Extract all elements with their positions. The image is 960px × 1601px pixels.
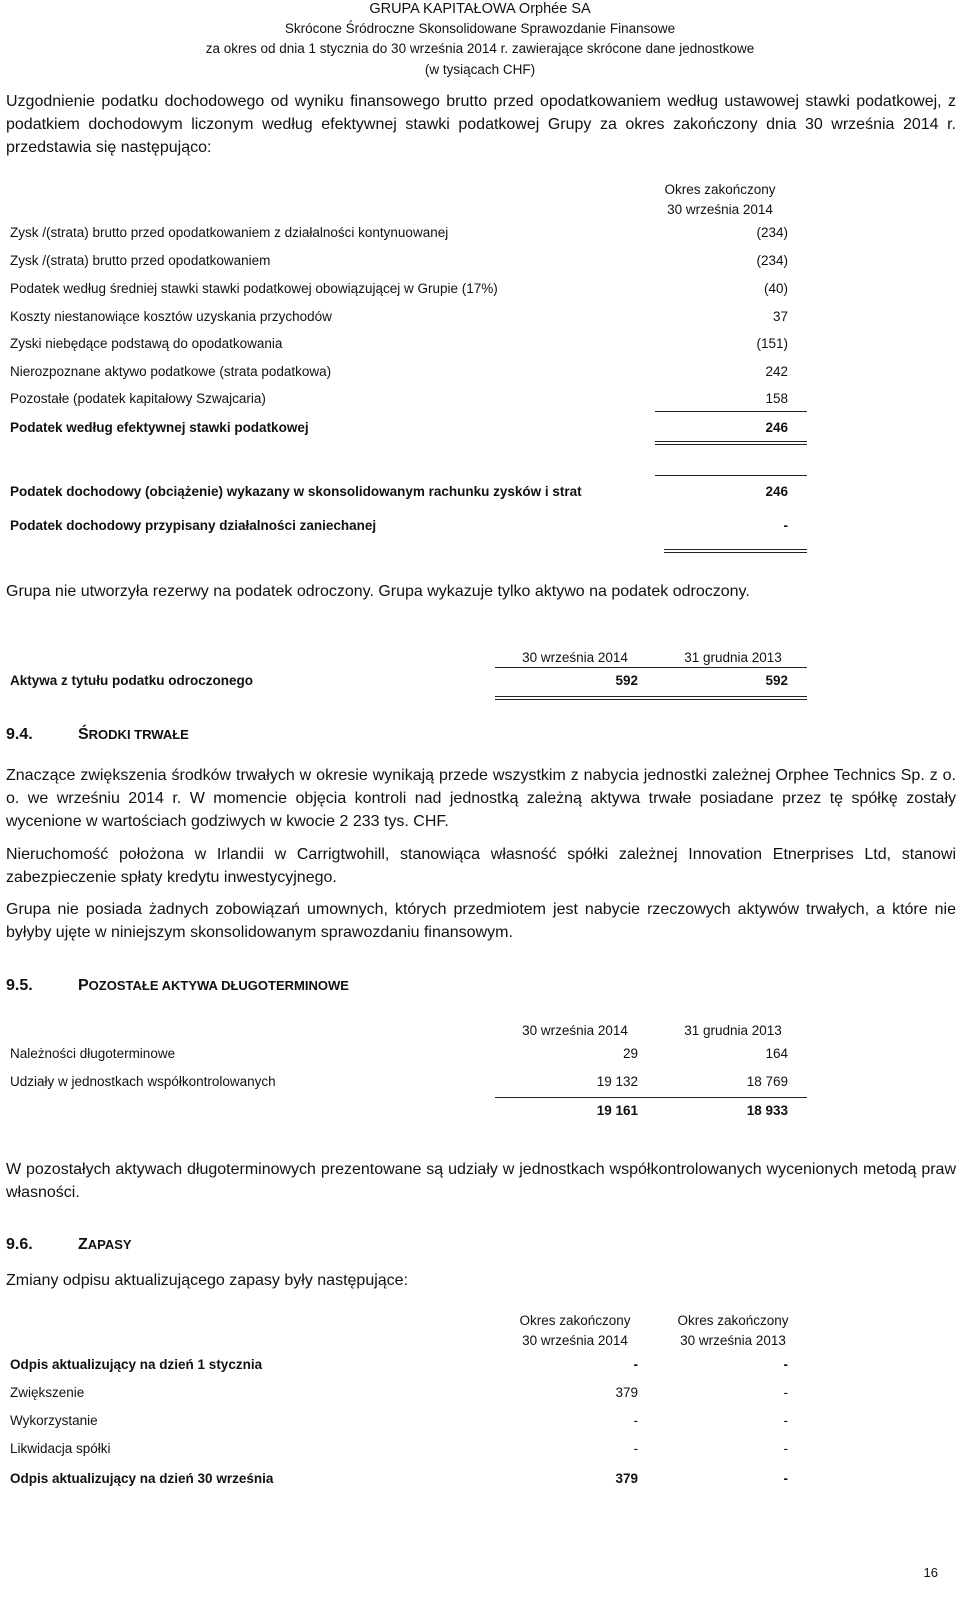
table-row — [10, 1354, 954, 1376]
row-value-2013: - — [783, 1441, 788, 1456]
header-company: GRUPA KAPITAŁOWA Orphée SA — [369, 1, 591, 17]
table-row — [10, 361, 954, 383]
row-value-2014: - — [633, 1441, 638, 1456]
deferred-double-rule-top — [495, 696, 807, 697]
table-row — [10, 1468, 954, 1490]
deferred-double-rule-bottom — [495, 699, 807, 700]
section-number: 9.5. — [6, 977, 33, 994]
row-value: 37 — [772, 309, 788, 324]
row-label: Podatek według średniej stawki stawki podatkowej obowiązującej w Grupie (17%) — [10, 281, 498, 296]
section-title-rest: RODKI TRWAŁE — [88, 727, 189, 742]
row-value: 242 — [765, 364, 788, 379]
section-title-rest: OZOSTAŁE AKTYWA DŁUGOTERMINOWE — [88, 978, 349, 993]
sec95-col-1: 30 września 2014 — [522, 1023, 628, 1038]
section-title-rest: APASY — [87, 1237, 132, 1252]
section-number: 9.4. — [6, 726, 33, 743]
tax-col-head-1: Okres zakończony — [664, 182, 776, 197]
table-row — [10, 306, 954, 328]
row-label: Zwiększenie — [10, 1385, 85, 1400]
row-value-2014: 592 — [615, 673, 638, 688]
sec96-col-1a: Okres zakończony — [519, 1313, 631, 1328]
row-label: Zysk /(strata) brutto przed opodatkowaniem — [10, 253, 271, 268]
row-value-2013: 18 769 — [746, 1074, 788, 1089]
row-label: Odpis aktualizujący na dzień 1 stycznia — [10, 1357, 263, 1372]
table-row — [10, 1410, 954, 1432]
row-label: Zyski niebędące podstawą do opodatkowania — [10, 336, 283, 351]
row-label: Podatek dochodowy (obciążenie) wykazany w skonsolidowanym rachunku zysków i strat — [10, 484, 582, 499]
table-row — [10, 1071, 954, 1093]
intro-paragraph: Uzgodnienie podatku dochodowego od wyniku finansowego brutto przed opodatkowaniem według ustawowej stawki podatkowej, z podatkiem dochodowym liczonym według efektywnej stawki podatkowej Grupy za okres zakończony dnia 30 września 2014 r. przedstawia się następująco: — [6, 93, 956, 156]
table-row — [10, 1382, 954, 1404]
total-value-2013: 18 933 — [746, 1103, 788, 1118]
row-value-2014: 29 — [622, 1046, 638, 1061]
row-value: (40) — [763, 281, 788, 296]
row-value-2013: - — [783, 1413, 788, 1428]
total-row — [10, 417, 954, 439]
subtotal-rule — [655, 411, 807, 412]
row-value: (234) — [756, 253, 788, 268]
section-title-initial: Z — [78, 1236, 88, 1253]
row-value: - — [783, 518, 788, 533]
page-number: 16 — [923, 1565, 938, 1580]
row-label: Pozostałe (podatek kapitałowy Szwajcaria) — [10, 391, 266, 406]
sec94-paragraph-2: Nieruchomość położona w Irlandii w Carrigtwohill, stanowiąca własność spółki zależnej Innovation Etnerprises Ltd, stanowi zabezpieczenie spłaty kredytu inwestycyjnego. — [6, 846, 956, 886]
row-label: Wykorzystanie — [10, 1413, 98, 1428]
section-title-initial: P — [78, 977, 89, 994]
table-row — [10, 250, 954, 272]
table-row — [10, 222, 954, 244]
sec95-subtotal-rule — [495, 1097, 807, 1098]
sec94-paragraph-1: Znaczące zwiększenia środków trwałych w okresie wynikają przede wszystkim z nabycia jednostki zależnej Orphee Technics Sp. z o. o. we wrześniu 2014 r. W momencie objęcia kontroli nad jednostką zależną aktywa trwałe posiadane przez tę spółkę zostały wycenione w wartościach godziwych w kwocie 2 233 tys. CHF. — [6, 767, 956, 830]
final-double-rule-top — [664, 549, 807, 550]
sec96-col-2b: 30 września 2013 — [680, 1333, 786, 1348]
table-row — [10, 388, 954, 410]
table-row — [10, 1043, 954, 1065]
row-label: Koszty niestanowiące kosztów uzyskania przychodów — [10, 309, 332, 324]
row-label: Aktywa z tytułu podatku odroczonego — [10, 673, 254, 688]
table-row — [10, 1438, 954, 1460]
row-label: Należności długoterminowe — [10, 1046, 176, 1061]
deferred-col-2: 31 grudnia 2013 — [684, 650, 782, 665]
header-report-title: Skrócone Śródroczne Skonsolidowane Sprawozdanie Finansowe — [284, 21, 676, 36]
row-value-2014: 379 — [615, 1385, 638, 1400]
section-number: 9.6. — [6, 1236, 33, 1253]
row-value-2013: 592 — [765, 673, 788, 688]
final-double-rule-bottom — [664, 552, 807, 553]
row-value-2014: - — [633, 1413, 638, 1428]
row-label: Likwidacja spółki — [10, 1441, 111, 1456]
row-label: Nierozpoznane aktywo podatkowe (strata podatkowa) — [10, 364, 332, 379]
sec95-total-row — [10, 1100, 954, 1122]
row-label: Podatek dochodowy przypisany działalności zaniechanej — [10, 518, 377, 533]
row-value-2014: - — [633, 1357, 638, 1372]
sec96-intro: Zmiany odpisu aktualizującego zapasy były następujące: — [6, 1272, 409, 1289]
row-label: Udziały w jednostkach współkontrolowanych — [10, 1074, 276, 1089]
row-label: Odpis aktualizujący na dzień 30 września — [10, 1471, 274, 1486]
table-row — [10, 333, 954, 355]
pl-rule — [655, 475, 807, 476]
deferred-row — [10, 670, 954, 692]
row-value: (151) — [756, 336, 788, 351]
deferred-note: Grupa nie utworzyła rezerwy na podatek odroczony. Grupa wykazuje tylko aktywo na podatek odroczony. — [6, 583, 750, 600]
row-value-2013: 164 — [765, 1046, 788, 1061]
row-value-2014: 379 — [615, 1471, 638, 1486]
sec96-col-1b: 30 września 2014 — [522, 1333, 628, 1348]
pl-row — [10, 481, 954, 503]
row-value: (234) — [756, 225, 788, 240]
row-value-2013: - — [783, 1471, 788, 1486]
deferred-col-1: 30 września 2014 — [522, 650, 628, 665]
row-value: 246 — [765, 484, 788, 499]
row-label: Zysk /(strata) brutto przed opodatkowaniem z działalności kontynuowanej — [10, 225, 449, 240]
sec94-paragraph-3: Grupa nie posiada żadnych zobowiązań umownych, których przedmiotem jest nabycie rzeczowych aktywów trwałych, a które nie byłyby ujęte w niniejszym skonsolidowanym sprawozdaniu finansowym. — [6, 901, 956, 941]
sec96-col-2a: Okres zakończony — [677, 1313, 789, 1328]
section-title-initial: Ś — [78, 726, 89, 743]
header-period: za okres od dnia 1 stycznia do 30 września 2014 r. zawierające skrócone dane jednostkowe — [205, 41, 755, 56]
row-value-2013: - — [783, 1357, 788, 1372]
total-double-rule-bottom — [655, 444, 807, 445]
tax-col-head-2: 30 września 2014 — [667, 202, 773, 217]
row-value: 246 — [765, 420, 788, 435]
row-value-2014: 19 132 — [596, 1074, 638, 1089]
discontinued-row — [10, 515, 954, 537]
row-value: 158 — [765, 391, 788, 406]
table-row — [10, 278, 954, 300]
deferred-head-rule — [495, 667, 807, 668]
row-label: Podatek według efektywnej stawki podatkowej — [10, 420, 309, 435]
row-value-2013: - — [783, 1385, 788, 1400]
sec95-col-2: 31 grudnia 2013 — [684, 1023, 782, 1038]
sec95-note: W pozostałych aktywach długoterminowych prezentowane są udziały w jednostkach współkontrolowanych wycenionych metodą praw własności. — [6, 1161, 956, 1201]
total-value-2014: 19 161 — [596, 1103, 638, 1118]
header-unit: (w tysiącach CHF) — [424, 62, 536, 77]
total-double-rule-top — [655, 441, 807, 442]
